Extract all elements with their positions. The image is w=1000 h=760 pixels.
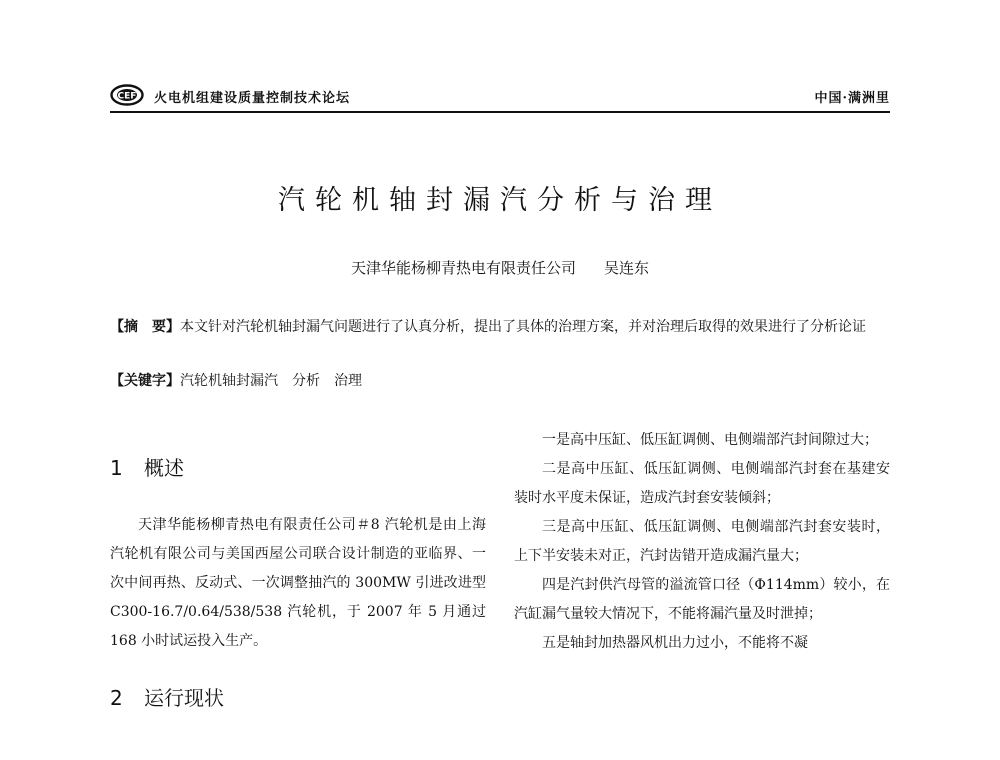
conference-location: 中国·满洲里 — [814, 91, 890, 106]
svg-text:CEF: CEF — [117, 91, 137, 102]
abstract — [110, 314, 892, 340]
author-name: 吴连东 — [604, 259, 650, 277]
running-header — [110, 84, 890, 110]
section-number: 2 — [110, 686, 123, 710]
right-column — [514, 426, 890, 658]
right-paragraph: 五是轴封加热器风机出力过小，不能将不凝 — [542, 635, 808, 651]
right-paragraph: 一是高中压缸、低压缸调侧、电侧端部汽封间隙过大； — [542, 432, 878, 448]
author-line — [110, 257, 890, 278]
abstract-label: 【摘 要】 — [110, 319, 180, 335]
section-title: 运行现状 — [144, 686, 224, 710]
paper-title: 汽轮机轴封漏汽分析与治理 — [278, 185, 722, 216]
journal-title: 火电机组建设质量控制技术论坛 — [154, 91, 351, 106]
right-paragraph: 三是高中压缸、低压缸调侧、电侧端部汽封套安装时，上下半安装未对正，汽封齿错开造成漏汽量大； — [514, 519, 890, 564]
keywords-text: 汽轮机轴封漏汽 分析 治理 — [180, 373, 362, 389]
section-1-paragraph: 天津华能杨柳青热电有限责任公司＃8 汽轮机是由上海汽轮机有限公司与美国西屋公司联合设计制造的亚临界、一次中间再热、反动式、一次调整抽汽的 300MW 引进改进型 C300-16.7/0.64/538/538 汽轮机，于 2007 年 5 月通过 168 小时试运投入生产。 — [110, 517, 486, 649]
section-title: 概述 — [144, 456, 184, 480]
left-column — [110, 430, 486, 711]
right-paragraph: 四是汽封供汽母管的溢流管口径（Φ114mm）较小，在汽缸漏气量较大情况下，不能将漏汽量及时泄掉； — [514, 577, 890, 622]
affiliation: 天津华能杨柳青热电有限责任公司 — [350, 259, 576, 277]
section-number: 1 — [110, 456, 123, 480]
section-heading-1 — [110, 452, 486, 481]
section-heading-2 — [110, 682, 486, 711]
right-paragraph: 二是高中压缸、低压缸调侧、电侧端部汽封套在基建安装时水平度未保证，造成汽封套安装倾斜； — [514, 461, 890, 506]
header-rule — [110, 111, 890, 113]
keywords-label: 【关键字】 — [110, 373, 180, 389]
keywords — [110, 368, 890, 394]
abstract-text: 本文针对汽轮机轴封漏气问题进行了认真分析，提出了具体的治理方案，并对治理后取得的效果进行了分析论证 — [180, 319, 866, 335]
forum-logo-icon — [110, 84, 144, 106]
